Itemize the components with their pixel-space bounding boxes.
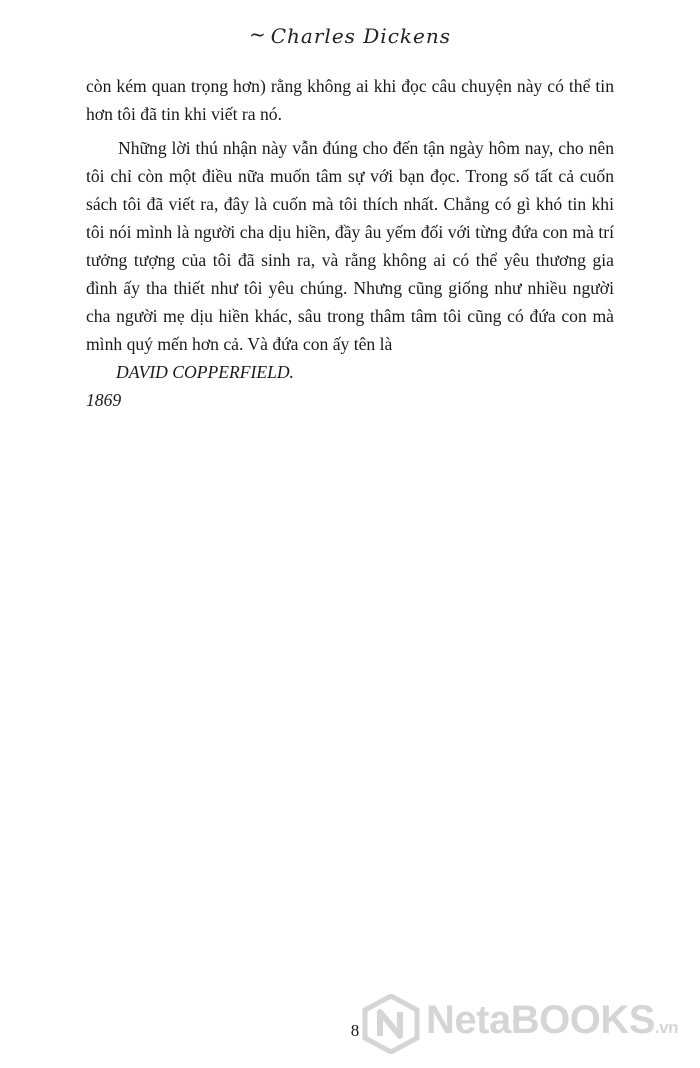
signature: DAVID COPPERFIELD. (116, 362, 294, 382)
running-header (0, 22, 700, 48)
watermark (362, 994, 692, 1054)
paragraph-continued: còn kém quan trọng hơn) rằng không ai khi đọc câu chuyện này có thể tin hơn tôi đã tin khi viết ra nó. (86, 76, 614, 124)
page-number: 8 (350, 1021, 360, 1040)
paragraph: Những lời thú nhận này vẫn đúng cho đến tận ngày hôm nay, cho nên tôi chỉ còn một điều nữa muốn tâm sự với bạn đọc. Trong số tất cả cuốn sách tôi đã viết ra, đây là cuốn mà tôi thích nhất. Chẳng có gì khó tin khi tôi nói mình là người cha dịu hiền, đầy âu yếm đối với từng đứa con mà trí tưởng tượng của tôi đã sinh ra, và rằng không ai có thể yêu thương gia đình ấy tha thiết như tôi yêu chúng. Nhưng cũng giống như nhiều người cha người mẹ dịu hiền khác, sâu trong thâm tâm tôi cũng có đứa con mà mình quý mến hơn cả. Và đứa con ấy tên là (86, 138, 614, 354)
watermark-suffix: .vn (654, 1018, 678, 1037)
header-ornament: ~ (248, 22, 267, 46)
year: 1869 (86, 390, 122, 410)
netabooks-logo-icon (362, 994, 420, 1054)
watermark-text (426, 998, 678, 1043)
body-text (86, 72, 614, 414)
watermark-brand: NetaBOOKS (426, 998, 655, 1042)
header-author: Charles Dickens (270, 24, 452, 48)
